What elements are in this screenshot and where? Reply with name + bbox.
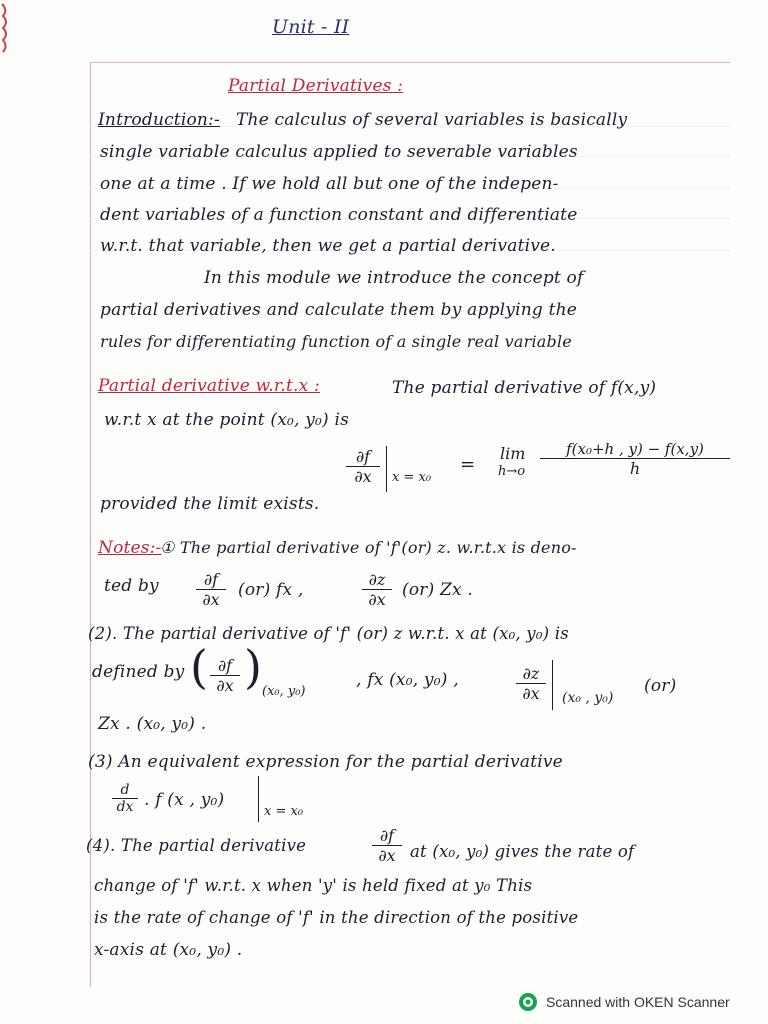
intro-line-2: single variable calculus applied to severable variables bbox=[100, 142, 578, 162]
limit-word: lim bbox=[500, 444, 526, 463]
note2-open-paren: ( bbox=[190, 640, 208, 694]
intro-line-7: partial derivatives and calculate them by applying the bbox=[100, 300, 578, 320]
limit-subscript: h→o bbox=[498, 464, 526, 479]
intro-line-1: The calculus of several variables is basically bbox=[236, 110, 628, 130]
scanner-text: Scanned with OKEN Scanner bbox=[546, 994, 730, 1010]
note2-close-paren: ) bbox=[244, 640, 262, 694]
lhs-fraction bbox=[346, 447, 380, 486]
note2-frac-z-num: ∂z bbox=[516, 664, 546, 684]
lhs-eval-point: x = x₀ bbox=[392, 470, 432, 485]
note1-ted-by: ted by bbox=[104, 576, 159, 596]
note1-line-1: ① The partial derivative of 'f'(or) z. w.r.t.x is deno- bbox=[160, 538, 577, 557]
note2-fraction-f bbox=[210, 656, 240, 695]
note2-frac-z-den: ∂x bbox=[522, 684, 540, 703]
note1-fraction-z bbox=[362, 570, 392, 609]
note4-fraction bbox=[372, 826, 402, 865]
note2-point: (x₀, y₀) bbox=[262, 684, 306, 699]
intro-line-6: In this module we introduce the concept of bbox=[204, 268, 584, 288]
note2-line-1: (2). The partial derivative of 'f' (or) z w.r.t. x at (x₀, y₀) is bbox=[88, 624, 569, 643]
provided-text: provided the limit exists. bbox=[100, 494, 320, 514]
rhs-fraction bbox=[540, 440, 730, 478]
introduction-label: Introduction:- bbox=[98, 110, 220, 130]
note2-frac-f-num: ∂f bbox=[210, 656, 240, 676]
note1-fraction-f bbox=[196, 570, 226, 609]
intro-line-8: rules for differentiating function of a single real variable bbox=[100, 332, 572, 351]
note2-frac-f-den: ∂x bbox=[216, 676, 234, 695]
definition-label: Partial derivative w.r.t.x : bbox=[98, 376, 320, 396]
note4-frac-num: ∂f bbox=[372, 826, 402, 846]
note1-frac-z-den: ∂x bbox=[368, 590, 386, 609]
lhs-numerator: ∂f bbox=[346, 447, 380, 467]
note3-frac-den: dx bbox=[116, 799, 134, 815]
intro-line-3: one at a time . If we hold all but one of the indepen- bbox=[100, 174, 559, 194]
note1-or-zx: (or) Zx . bbox=[402, 580, 474, 600]
note4-line-4: x-axis at (x₀, y₀) . bbox=[94, 940, 243, 960]
scanner-watermark bbox=[518, 990, 730, 1014]
note1-frac-z-num: ∂z bbox=[362, 570, 392, 590]
note4-line-1a: (4). The partial derivative bbox=[86, 836, 307, 855]
note4-line-3: is the rate of change of 'f' in the direction of the positive bbox=[94, 908, 579, 927]
intro-line-5: w.r.t. that variable, then we get a partial derivative. bbox=[100, 236, 556, 256]
note3-line-1: (3) An equivalent expression for the partial derivative bbox=[88, 752, 563, 772]
note3-eval-bar bbox=[258, 776, 259, 822]
note4-frac-den: ∂x bbox=[378, 846, 396, 865]
lhs-denominator: ∂x bbox=[354, 467, 372, 486]
note2-point2: (x₀ , y₀) bbox=[562, 690, 614, 706]
unit-title: Unit - II bbox=[272, 16, 350, 38]
top-rule bbox=[90, 62, 730, 63]
note2-fraction-z bbox=[516, 664, 546, 703]
notes-label: Notes:- bbox=[98, 538, 162, 558]
note1-frac-f-num: ∂f bbox=[196, 570, 226, 590]
intro-line-4: dent variables of a function constant and differentiate bbox=[100, 205, 578, 225]
definition-line-2: w.r.t x at the point (x₀, y₀) is bbox=[104, 410, 350, 430]
note2-fx: , fx (x₀, y₀) , bbox=[356, 670, 459, 690]
note3-fraction bbox=[112, 782, 138, 815]
oken-logo-icon bbox=[518, 992, 538, 1012]
note3-eval-point: x = x₀ bbox=[264, 804, 304, 819]
note2-line-3: Zx . (x₀, y₀) . bbox=[98, 714, 207, 734]
rhs-numerator: f(x₀+h , y) − f(x,y) bbox=[540, 440, 730, 459]
note4-line-2: change of 'f' w.r.t. x when 'y' is held fixed at y₀ This bbox=[94, 876, 533, 895]
note1-or-fx: (or) fx , bbox=[238, 580, 304, 600]
definition-line-1: The partial derivative of f(x,y) bbox=[392, 378, 657, 398]
note1-frac-f-den: ∂x bbox=[202, 590, 220, 609]
note3-frac-num: d bbox=[112, 782, 138, 799]
section-title: Partial Derivatives : bbox=[228, 76, 404, 96]
note2-eval-bar bbox=[552, 660, 553, 710]
equals-sign: = bbox=[460, 454, 476, 475]
note2-defined-by: defined by bbox=[92, 662, 185, 682]
eval-bar bbox=[386, 446, 387, 492]
note2-or: (or) bbox=[644, 676, 677, 696]
binder-edge-mark bbox=[0, 0, 12, 60]
rhs-denominator: h bbox=[629, 459, 641, 478]
note3-expression: . f (x , y₀) bbox=[144, 790, 225, 810]
note4-line-1b: at (x₀, y₀) gives the rate of bbox=[410, 842, 635, 861]
